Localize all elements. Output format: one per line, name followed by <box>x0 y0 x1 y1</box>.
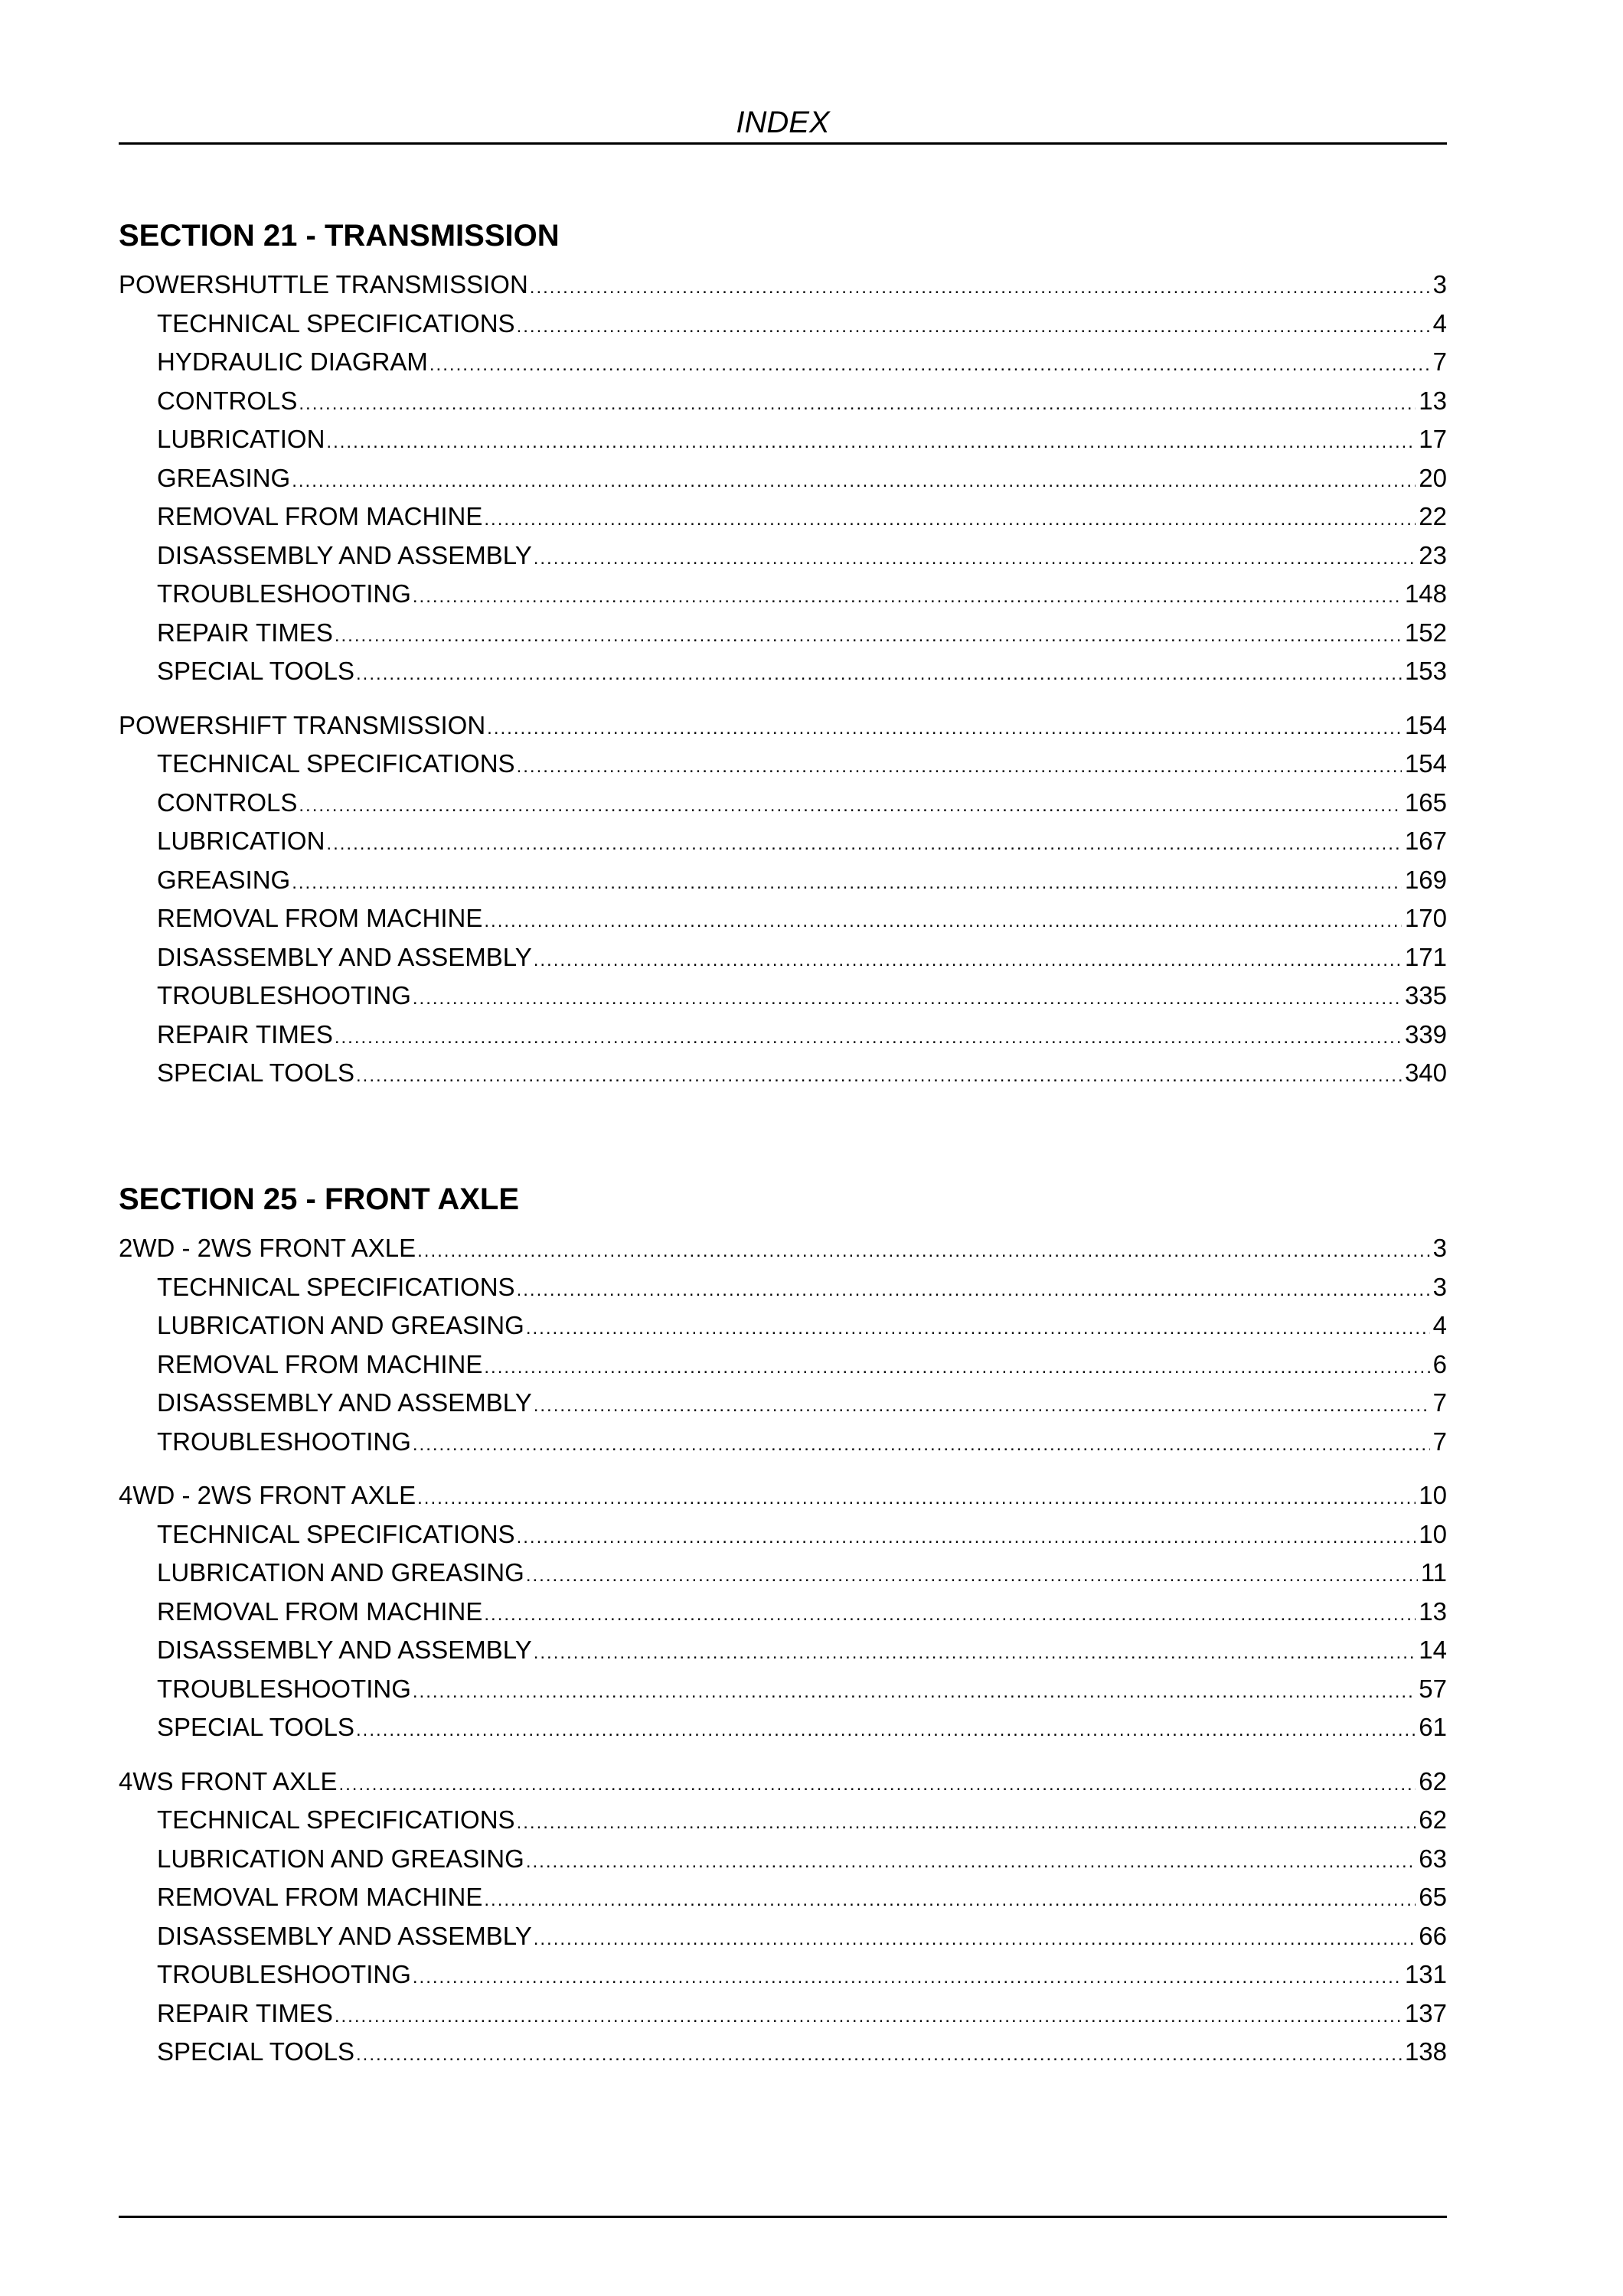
dot-leader <box>517 1272 1430 1306</box>
toc-page-number: 7 <box>1432 1388 1447 1417</box>
toc-subentry-removal-from-machine[interactable] <box>119 903 1447 942</box>
toc-page-number: 63 <box>1419 1844 1447 1873</box>
dot-leader <box>530 269 1430 303</box>
toc-subentry-removal-from-machine[interactable] <box>119 1596 1447 1636</box>
toc-entry-label: TROUBLESHOOTING <box>157 981 411 1009</box>
toc-entry-label: TECHNICAL SPECIFICATIONS <box>157 308 515 338</box>
toc-subentry-disassembly-and-assembly[interactable] <box>119 1388 1447 1427</box>
toc-entry-label: REPAIR TIMES <box>157 1019 333 1049</box>
header-rule <box>119 142 1447 145</box>
toc-subentry-technical-specifications[interactable] <box>119 1272 1447 1311</box>
toc-entry-label: DISASSEMBLY AND ASSEMBLY <box>157 1921 532 1950</box>
dot-leader <box>292 463 1416 497</box>
toc-group <box>119 1480 1447 1751</box>
toc-entry-label: DISASSEMBLY AND ASSEMBLY <box>157 1388 532 1417</box>
dot-leader <box>526 1844 1416 1877</box>
toc-page-number: 65 <box>1419 1883 1447 1911</box>
dot-leader <box>517 748 1402 782</box>
toc-group <box>119 1233 1447 1465</box>
dot-leader <box>484 501 1416 535</box>
toc-entry-label: TECHNICAL SPECIFICATIONS <box>157 1519 515 1548</box>
toc-entry-label: LUBRICATION AND GREASING <box>157 1844 524 1873</box>
toc-subentry-removal-from-machine[interactable] <box>119 1349 1447 1388</box>
toc-page-number: 169 <box>1404 865 1447 894</box>
toc-subentry-greasing[interactable] <box>119 463 1447 502</box>
toc-page-number: 23 <box>1419 540 1447 569</box>
toc-page-number: 7 <box>1432 347 1447 376</box>
dot-leader <box>517 1519 1416 1553</box>
toc-page-number: 17 <box>1419 425 1447 453</box>
dot-leader <box>526 1310 1430 1344</box>
toc-entry-label: TECHNICAL SPECIFICATIONS <box>157 1805 515 1834</box>
dot-leader <box>534 1921 1416 1955</box>
toc-subentry-technical-specifications[interactable] <box>119 748 1447 788</box>
toc-entry-label: GREASING <box>157 865 291 894</box>
toc-subentry-hydraulic-diagram[interactable] <box>119 347 1447 386</box>
toc-subentry-special-tools[interactable] <box>119 2037 1447 2076</box>
toc-subentry-lubrication-and-greasing[interactable] <box>119 1310 1447 1349</box>
dot-leader <box>356 1712 1416 1746</box>
toc-subentry-lubrication-and-greasing[interactable] <box>119 1844 1447 1883</box>
toc-entry-powershuttle-transmission[interactable] <box>119 269 1447 308</box>
dot-leader <box>356 2037 1402 2070</box>
section-front-axle <box>119 1181 1447 2076</box>
toc-subentry-disassembly-and-assembly[interactable] <box>119 1635 1447 1674</box>
dot-leader <box>534 1635 1416 1668</box>
toc-entry-label: DISASSEMBLY AND ASSEMBLY <box>157 540 532 569</box>
dot-leader <box>326 826 1402 859</box>
toc-page-number: 167 <box>1404 827 1447 855</box>
toc-entry-label: REMOVAL FROM MACHINE <box>157 1349 483 1378</box>
toc-page-number: 7 <box>1432 1427 1447 1456</box>
dot-leader <box>335 1019 1402 1053</box>
toc-page-number: 137 <box>1404 1998 1447 2027</box>
toc-page-number: 170 <box>1404 904 1447 932</box>
toc-page-number: 11 <box>1420 1558 1447 1587</box>
toc-entry-label: TECHNICAL SPECIFICATIONS <box>157 1272 515 1301</box>
toc-subentry-special-tools[interactable] <box>119 656 1447 695</box>
toc-entry-powershift-transmission[interactable] <box>119 710 1447 749</box>
toc-entry-label: POWERSHIFT TRANSMISSION <box>119 710 486 739</box>
toc-page-number: 20 <box>1419 463 1447 492</box>
toc-subentry-disassembly-and-assembly[interactable] <box>119 1921 1447 1960</box>
toc-entry-4ws-front-axle[interactable] <box>119 1766 1447 1805</box>
dot-leader <box>417 1480 1416 1514</box>
toc-entry-label: 4WS FRONT AXLE <box>119 1766 338 1795</box>
toc-page-number: 165 <box>1404 788 1447 817</box>
toc-subentry-technical-specifications[interactable] <box>119 308 1447 347</box>
toc-entry-label: DISASSEMBLY AND ASSEMBLY <box>157 942 532 971</box>
toc-subentry-controls[interactable] <box>119 386 1447 425</box>
toc-entry-label: REPAIR TIMES <box>157 618 333 647</box>
toc-entry-label: SPECIAL TOOLS <box>157 1058 355 1087</box>
dot-leader <box>429 347 1430 380</box>
toc-subentry-removal-from-machine[interactable] <box>119 1882 1447 1921</box>
toc-entry-label: DISASSEMBLY AND ASSEMBLY <box>157 1636 532 1664</box>
toc-page-number: 171 <box>1404 942 1447 971</box>
toc-page-number: 14 <box>1419 1636 1447 1664</box>
dot-leader <box>484 1349 1429 1383</box>
toc-group <box>119 1766 1447 2076</box>
toc-entry-4wd-2ws-front-axle[interactable] <box>119 1480 1447 1519</box>
toc-page-number: 61 <box>1419 1713 1447 1741</box>
dot-leader <box>292 865 1402 899</box>
toc-group <box>119 269 1447 695</box>
toc-page-number: 131 <box>1404 1960 1447 1988</box>
dot-leader <box>417 1233 1430 1267</box>
dot-leader <box>484 903 1402 937</box>
dot-leader <box>484 1596 1416 1630</box>
toc-entry-label: 4WD - 2WS FRONT AXLE <box>119 1481 416 1509</box>
toc-subentry-special-tools[interactable] <box>119 1058 1447 1097</box>
toc-page-number: 153 <box>1404 657 1447 685</box>
toc-entry-label: CONTROLS <box>157 386 298 415</box>
toc-entry-label: TECHNICAL SPECIFICATIONS <box>157 749 515 778</box>
toc-entry-2wd-2ws-front-axle[interactable] <box>119 1233 1447 1272</box>
section-transmission <box>119 217 1447 1097</box>
toc-entry-label: TROUBLESHOOTING <box>157 1674 411 1703</box>
dot-leader <box>299 788 1402 821</box>
toc-page-number: 3 <box>1432 270 1447 298</box>
dot-leader <box>326 424 1416 458</box>
section-title: SECTION 25 - FRONT AXLE <box>119 1182 520 1216</box>
toc-page-number: 335 <box>1404 981 1447 1009</box>
toc-page-number: 10 <box>1419 1519 1447 1548</box>
toc-entry-label: SPECIAL TOOLS <box>157 657 355 685</box>
toc-entry-label: REMOVAL FROM MACHINE <box>157 904 483 932</box>
toc-entry-label: POWERSHUTTLE TRANSMISSION <box>119 270 528 298</box>
toc-entry-label: TROUBLESHOOTING <box>157 1427 411 1456</box>
dot-leader <box>413 1959 1402 1993</box>
toc-subentry-repair-times[interactable] <box>119 1998 1447 2037</box>
toc-subentry-technical-specifications[interactable] <box>119 1805 1447 1844</box>
toc-page-number: 62 <box>1419 1805 1447 1834</box>
toc-entry-label: REPAIR TIMES <box>157 1998 333 2027</box>
toc-entry-label: LUBRICATION AND GREASING <box>157 1558 524 1587</box>
dot-leader <box>413 1674 1416 1707</box>
toc-subentry-lubrication[interactable] <box>119 424 1447 463</box>
dot-leader <box>484 1882 1416 1916</box>
toc-subentry-removal-from-machine[interactable] <box>119 501 1447 540</box>
toc-entry-label: CONTROLS <box>157 788 298 817</box>
toc-page-number: 152 <box>1404 618 1447 647</box>
toc-subentry-repair-times[interactable] <box>119 1019 1447 1058</box>
toc-page-number: 13 <box>1419 1596 1447 1626</box>
toc-group <box>119 710 1447 1097</box>
dot-leader <box>534 540 1416 574</box>
toc-page-number: 66 <box>1419 1921 1447 1950</box>
toc-entry-label: TROUBLESHOOTING <box>157 1960 411 1988</box>
toc-page-number: 154 <box>1404 749 1447 778</box>
dot-leader <box>517 308 1430 342</box>
toc-page-number: 138 <box>1404 2037 1447 2066</box>
dot-leader <box>413 579 1402 612</box>
toc-page-number: 154 <box>1404 710 1447 739</box>
dot-leader <box>413 1427 1430 1460</box>
toc-page-number: 148 <box>1404 579 1447 608</box>
toc-page-number: 4 <box>1432 1311 1447 1339</box>
dot-leader <box>534 942 1402 976</box>
toc-entry-label: REMOVAL FROM MACHINE <box>157 1596 483 1626</box>
toc-entry-label: REMOVAL FROM MACHINE <box>157 502 483 530</box>
dot-leader <box>487 710 1402 744</box>
toc-subentry-troubleshooting[interactable] <box>119 1674 1447 1713</box>
toc-page-number: 62 <box>1419 1766 1447 1795</box>
dot-leader <box>338 1766 1416 1800</box>
toc-subentry-troubleshooting[interactable] <box>119 1959 1447 1998</box>
toc-subentry-lubrication[interactable] <box>119 826 1447 865</box>
toc-entry-label: TROUBLESHOOTING <box>157 579 411 608</box>
toc-page-number: 4 <box>1432 308 1447 338</box>
section-title: SECTION 21 - TRANSMISSION <box>119 219 560 253</box>
dot-leader <box>299 386 1416 419</box>
toc-subentry-special-tools[interactable] <box>119 1712 1447 1751</box>
dot-leader <box>335 1998 1402 2032</box>
toc-entry-label: GREASING <box>157 463 291 492</box>
toc-entry-label: REMOVAL FROM MACHINE <box>157 1883 483 1911</box>
toc-page-number: 3 <box>1432 1234 1447 1262</box>
dot-leader <box>356 656 1402 690</box>
toc-subentry-lubrication-and-greasing[interactable] <box>119 1557 1447 1596</box>
toc-entry-label: SPECIAL TOOLS <box>157 1713 355 1741</box>
dot-leader <box>335 618 1402 651</box>
dot-leader <box>534 1388 1430 1421</box>
footer-rule <box>119 2216 1447 2218</box>
toc-page-number: 340 <box>1404 1058 1447 1087</box>
toc-entry-label: 2WD - 2WS FRONT AXLE <box>119 1234 416 1262</box>
toc-subentry-technical-specifications[interactable] <box>119 1519 1447 1558</box>
toc-subentry-disassembly-and-assembly[interactable] <box>119 942 1447 981</box>
toc-page-number: 10 <box>1419 1481 1447 1509</box>
toc-subentry-troubleshooting[interactable] <box>119 980 1447 1019</box>
dot-leader <box>517 1805 1416 1838</box>
toc-entry-label: SPECIAL TOOLS <box>157 2037 355 2066</box>
toc-page-number: 57 <box>1419 1674 1447 1703</box>
toc-page-number: 13 <box>1419 386 1447 415</box>
toc-entry-label: LUBRICATION <box>157 827 325 855</box>
dot-leader <box>413 980 1402 1014</box>
toc-subentry-repair-times[interactable] <box>119 618 1447 657</box>
toc-page-number: 3 <box>1432 1272 1447 1301</box>
toc-entry-label: LUBRICATION <box>157 425 325 453</box>
toc-page-number: 22 <box>1419 502 1447 530</box>
dot-leader <box>526 1557 1418 1591</box>
toc-entry-label: LUBRICATION AND GREASING <box>157 1311 524 1339</box>
toc-entry-label: HYDRAULIC DIAGRAM <box>157 347 428 376</box>
toc-subentry-troubleshooting[interactable] <box>119 579 1447 618</box>
toc-page-number: 6 <box>1432 1349 1447 1378</box>
toc-page-number: 339 <box>1404 1019 1447 1049</box>
toc-subentry-controls[interactable] <box>119 788 1447 827</box>
dot-leader <box>356 1058 1402 1091</box>
page-header-title: INDEX <box>736 106 830 139</box>
toc-subentry-greasing[interactable] <box>119 865 1447 904</box>
toc-subentry-troubleshooting[interactable] <box>119 1427 1447 1466</box>
toc-subentry-disassembly-and-assembly[interactable] <box>119 540 1447 579</box>
